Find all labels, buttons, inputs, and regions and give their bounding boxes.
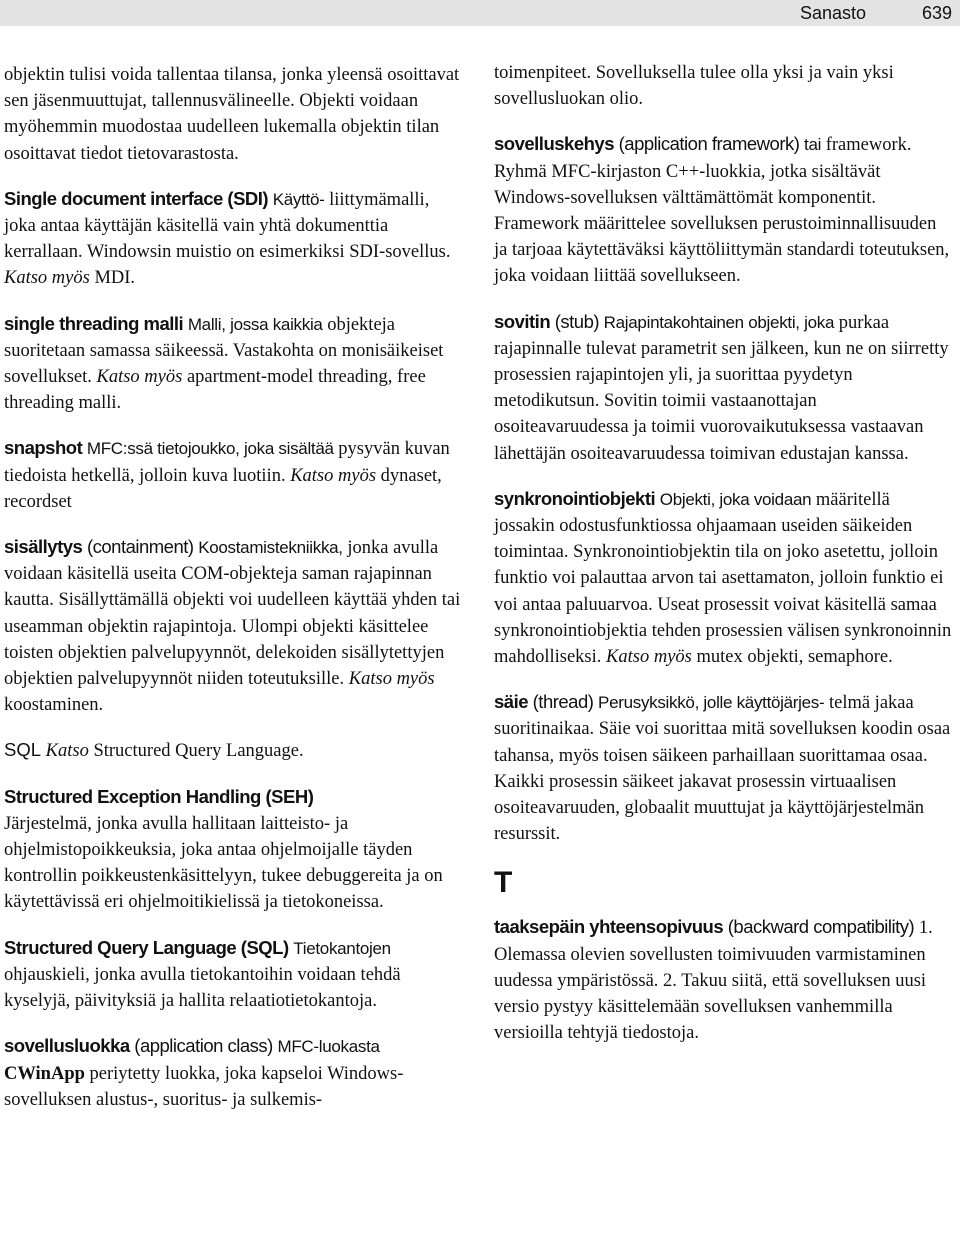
entry-text: jonka avulla voidaan käsitellä useita COM-objekteja saman rajapinnan kautta. Sisällyttämällä objekti voi uudelleen käyttää yhden tai useamman objektin rajapintoja. Ulompi objekti käsittelee toisten objektien palvelupyynnöt, delekoiden sisällytettyjen objektien palvelupyynnöt niiden toteutuksille. [4, 538, 461, 690]
code-term: CWinApp [4, 1063, 85, 1084]
see-ref: koostaminen. [4, 695, 104, 716]
entry-text: 1. Olemassa olevien sovellusten toimivuuden varmistaminen uudessa ympäristössä. 2. Takuu siitä, että sovelluksen uusi versio pystyy käsittelemään sovelluksen vanhemmilla versioilla tehtyjä tiedostoja. [494, 918, 933, 1044]
see-ref: apartment-model threading, free threading malli. [4, 367, 426, 414]
entry-lead: Perusyksikkö, jolle käyttöjärjes- [598, 693, 825, 713]
right-column [494, 60, 952, 1066]
glossary-entry-containment [4, 534, 462, 718]
entry-text: telmä jakaa suoritinaikaa. Säie voi suorittaa mitä sovelluksen koodin osaa tahansa, myös toisen säikeen parhaillaan suorittamaa osaa. Kaikki prosessin säikeet jakavat prosessin virtuaalisen osoiteavaruuden, globaalit muuttujat ja käyttöjärjestelmän resurssit. [494, 693, 951, 845]
left-column [4, 62, 462, 1132]
glossary-entry-sync-object [494, 486, 952, 670]
entry-term: Structured Query Language (SQL) [4, 936, 289, 958]
entry-term: snapshot [4, 437, 83, 459]
entry-lead: Malli, jossa kaikkia [187, 314, 323, 334]
glossary-entry-sdi [4, 186, 462, 292]
see-also: Katso myös [348, 669, 435, 690]
entry-term: säie [494, 691, 529, 713]
see-also: Katso myös [4, 268, 90, 289]
entry-text: Järjestelmä, jonka avulla hallitaan laitteisto- ja ohjelmistopoikkeuksia, joka antaa ohjelmoijalle täyden kontrollin poikkeustenkäsittelyyn, tukee debuggereita ja on käytettävissä eri ohjelmoitikielissä ja tietokoneissa. [4, 813, 443, 913]
entry-term: synkronointiobjekti [494, 487, 656, 509]
entry-term: Single document interface (SDI) [4, 187, 269, 209]
see-ref: dynaset, recordset [4, 465, 442, 512]
entry-lead: Koostamistekniikka, [198, 538, 343, 558]
glossary-entry-structured-query-language [4, 935, 462, 1015]
continued-entry: objektin tulisi voida tallentaa tilansa, jonka yleensä osoittavat sen jäsenmuuttujat, tallennusvälineelle. Objekti voidaan myöhemmin muodostaa uudelleen lukemalla objektin tilan osoittavat tiedot tietovarastosta. [4, 65, 460, 164]
glossary-entry-thread [494, 689, 952, 847]
entry-english: (backward compatibility) [727, 916, 915, 938]
entry-term: taaksepäin yhteensopivuus [494, 916, 724, 938]
entry-lead: MFC:ssä tietojoukko, joka sisältää [86, 439, 334, 459]
see-ref: Structured Query Language. [93, 741, 304, 762]
glossary-entry-snapshot [4, 435, 462, 515]
entry-lead: Rajapintakohtainen objekti, joka [603, 312, 835, 332]
entry-text: liittymämalli, joka antaa käyttäjän käsitellä vain yhtä dokumenttia kerrallaan. Windowsin muistio on esimerkiksi SDI-sovellus. [4, 189, 451, 263]
glossary-entry-stub [494, 309, 952, 467]
entry-term: SQL [4, 739, 42, 761]
entry-lead: MFC-luokasta [277, 1037, 380, 1057]
entry-lead: Tietokantojen [293, 938, 391, 958]
entry-lead: Objekti, joka voidaan [659, 489, 812, 509]
entry-text: pysyvän kuvan tiedoista hetkellä, jolloin kuva luotiin. [4, 439, 450, 486]
entry-english: (application framework) [618, 133, 800, 155]
page-header-bar [0, 0, 960, 26]
see-also: Katso myös [96, 367, 183, 388]
entry-text: framework. Ryhmä MFC-kirjaston C++-luokkia, jotka sisältävät Windows-sovelluksen välttämättömät komponentit. Framework määrittelee sovelluksen perustoiminnallisuuden ja tarjoaa käytettäväksi käyttöliittymän standardi toteutuksen, joka voidaan liittää sovellukseen. [494, 135, 950, 287]
glossary-entry-backward-compatibility [494, 914, 952, 1046]
entry-english: (containment) [86, 536, 194, 558]
entry-term: single threading malli [4, 312, 184, 334]
entry-text: periytetty luokka, joka kapseloi Windows-sovelluksen alustus-, suoritus- ja sulkemis- [4, 1063, 404, 1110]
section-title: Sanasto [800, 3, 867, 23]
see-also: Katso myös [606, 647, 692, 668]
glossary-entry-sql [4, 737, 462, 764]
entry-term: sisällytys [4, 536, 83, 558]
entry-lead: tai [804, 135, 822, 155]
see-also: Katso [45, 741, 89, 762]
continued-entry: toimenpiteet. Sovelluksella tulee olla yksi ja vain yksi sovellusluokan olio. [494, 63, 894, 110]
see-ref: MDI. [94, 268, 136, 289]
page-number: 639 [922, 3, 953, 23]
entry-english: (thread) [532, 691, 594, 713]
glossary-entry-single-threading [4, 311, 462, 417]
glossary-entry-seh [4, 784, 462, 916]
glossary-entry-application-class [4, 1033, 462, 1113]
entry-text: ohjauskieli, jonka avulla tietokantoihin voidaan tehdä kyselyjä, päivityksiä ja hallita relaatiotietokantoja. [4, 964, 401, 1012]
glossary-entry-application-framework [494, 131, 952, 289]
entry-lead: Käyttö- [272, 189, 325, 209]
section-letter: T [494, 866, 513, 900]
entry-term: Structured Exception Handling (SEH) [4, 785, 314, 807]
entry-english: (application class) [134, 1035, 273, 1057]
entry-text: määritellä jossakin odostusfunktiossa ohjaamaan useiden säikeiden toimintaa. Synkronointiobjektin tila on joko asetettu, jolloin funktio voi palauttaa arvon tai asettamaton, jolloin funktio ei voi antaa paluuarvoa. Useat prosessit voivat käsitellä samaa synkronointiobjektia tehden prosessien välisen synkronoinnin mahdolliseksi. [494, 489, 952, 668]
entry-term: sovellusluokka [4, 1035, 130, 1057]
entry-text: objekteja suoritetaan samassa säikeessä. Vastakohta on monisäikeiset sovellukset. [4, 314, 444, 388]
see-ref: mutex objekti, semaphore. [696, 647, 893, 668]
see-also: Katso myös [290, 465, 377, 486]
entry-text: purkaa rajapinnalle tulevat parametrit sen jälkeen, kun ne on siirretty prosessien rajapintojen yli, ja suorittaa pyydetyn metodikutsun. Sovitin toimii vastaanottajan osoiteavaruudessa ja toimii vuorovaikutuksessa vastaavan lähettäjän osoiteavaruudessa toimivan edustajan kanssa. [494, 312, 949, 464]
entry-english: (stub) [554, 310, 600, 332]
entry-term: sovitin [494, 310, 551, 332]
entry-term: sovelluskehys [494, 133, 614, 155]
